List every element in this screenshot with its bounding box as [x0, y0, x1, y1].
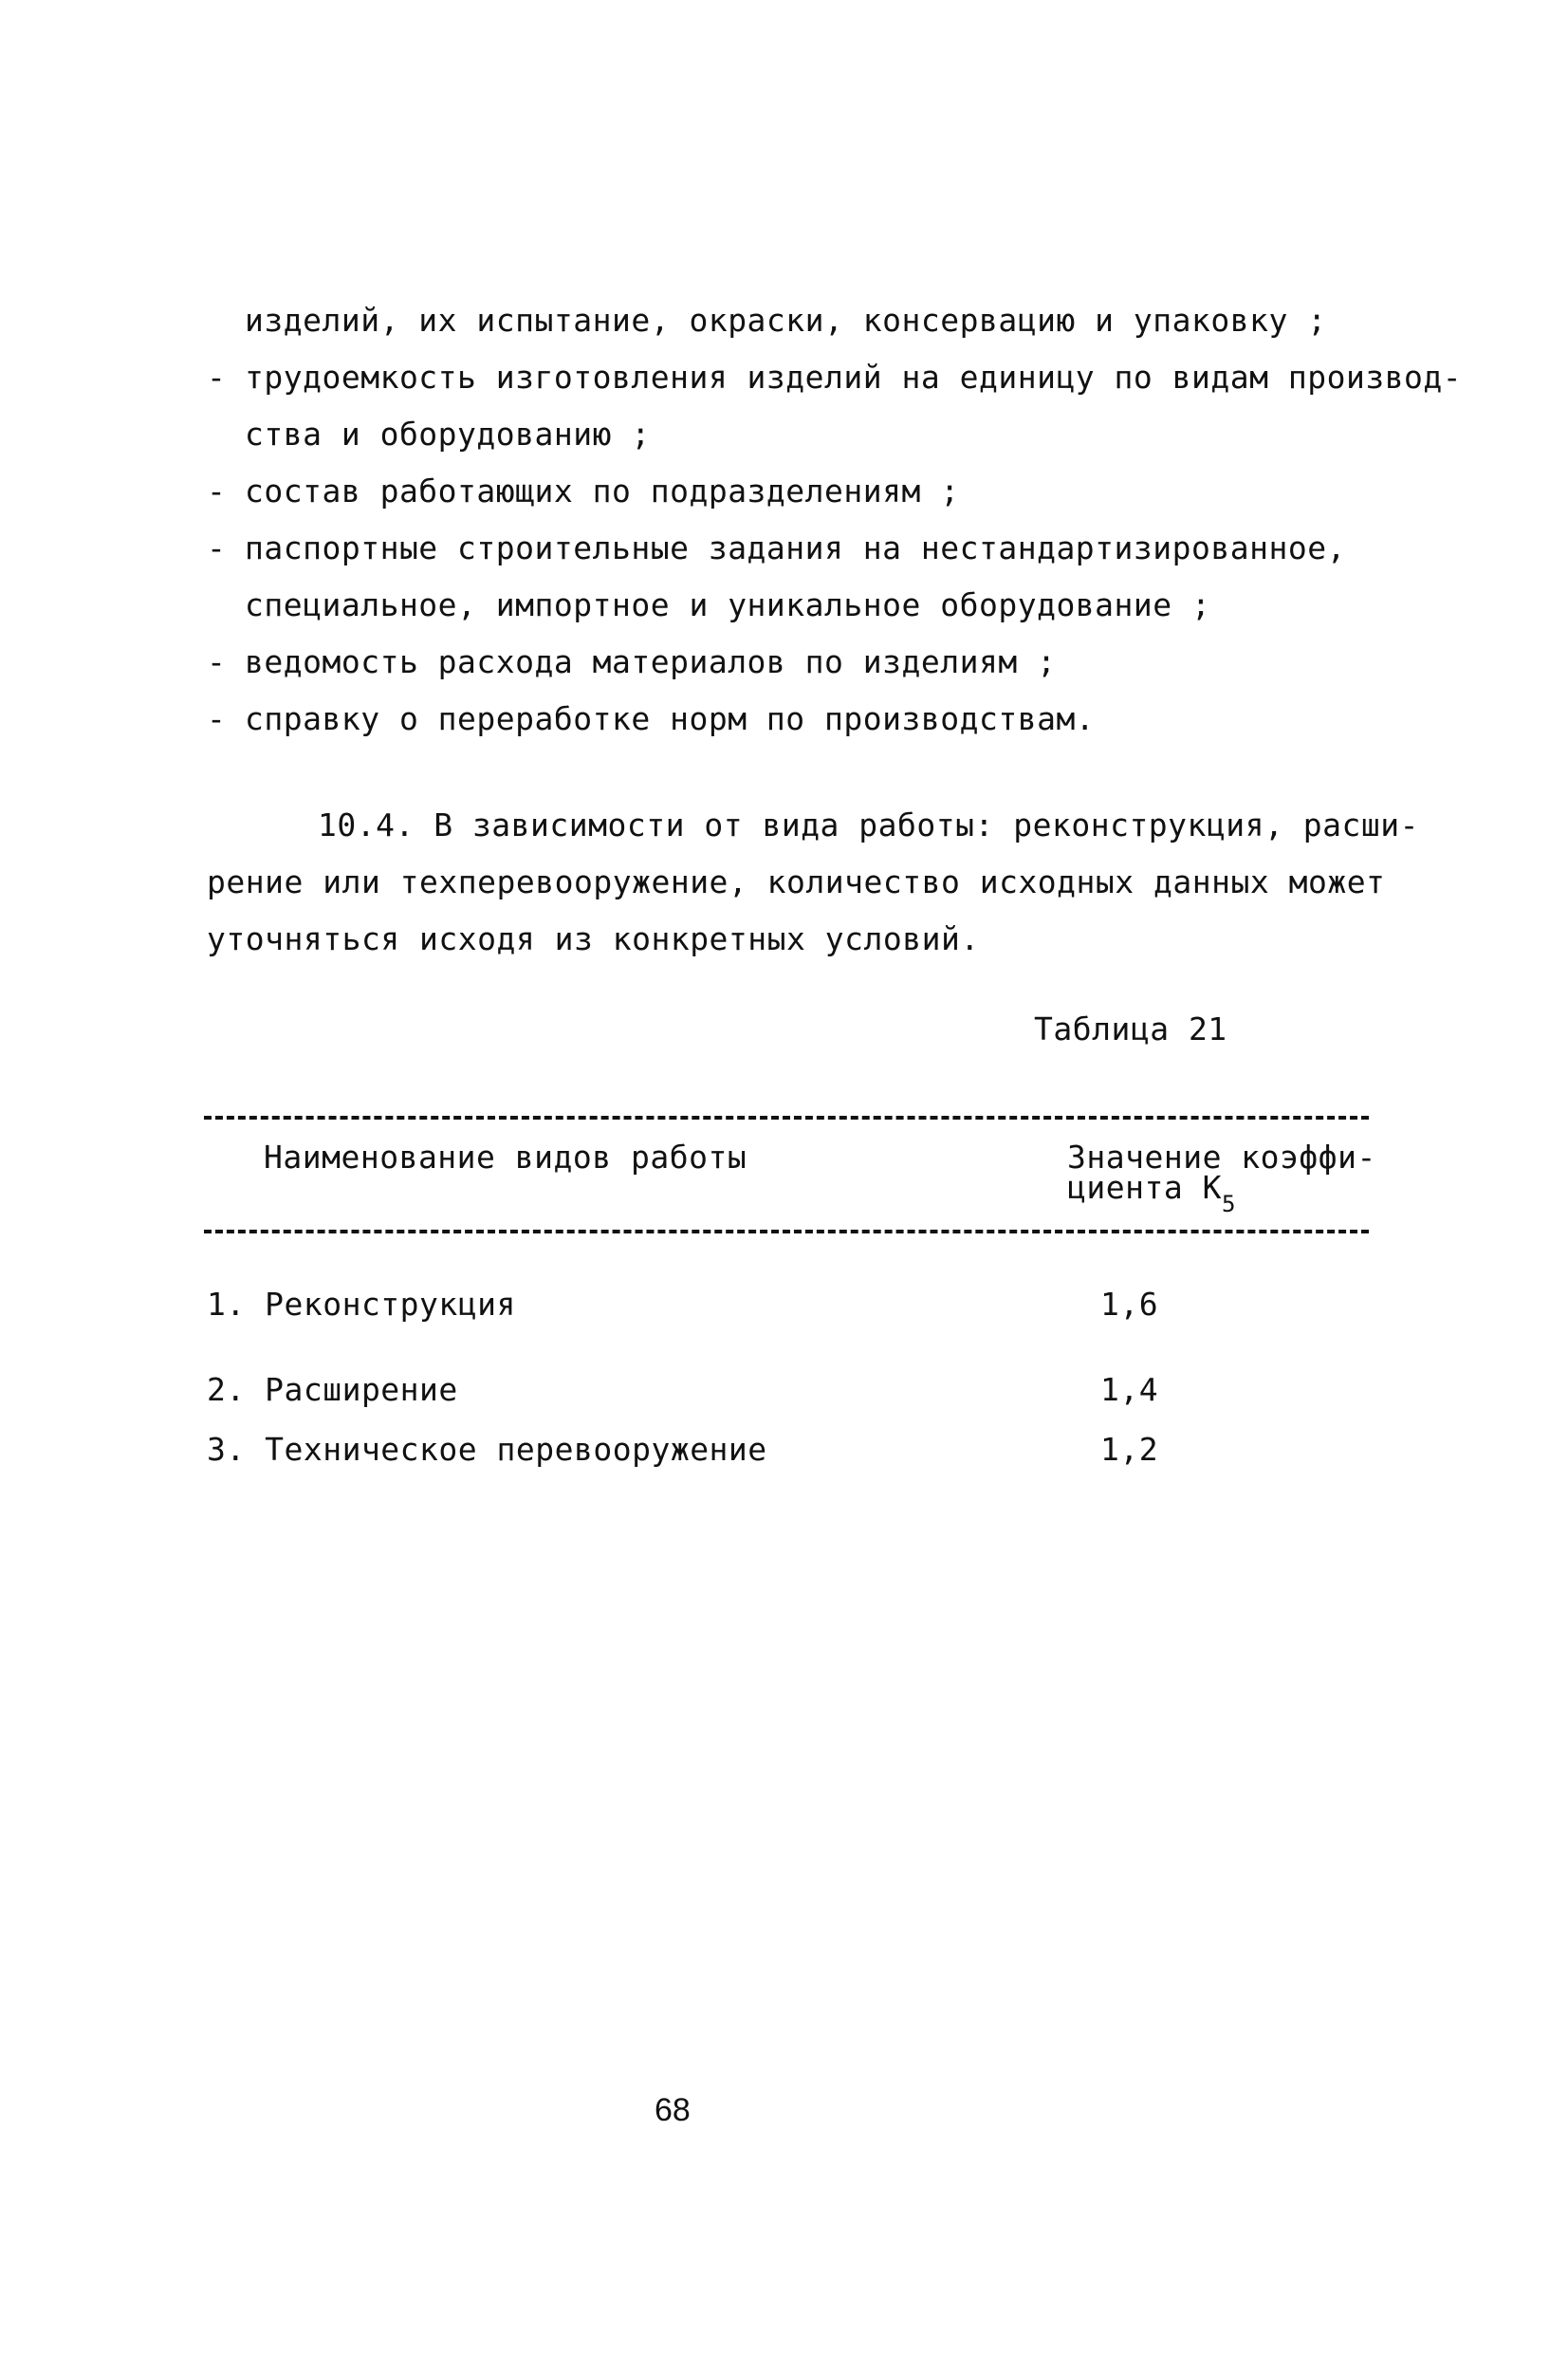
- list-item-text: ведомость расхода материалов по изделиям ;: [245, 643, 1057, 680]
- table-cell-value: 1,2: [1100, 1431, 1159, 1468]
- table-header-name: Наименование видов работы: [264, 1139, 747, 1176]
- table-header-value-label: циента К: [1067, 1169, 1222, 1206]
- table-header-rule: [204, 1230, 1369, 1233]
- table-header-value-line2: [1067, 1169, 1236, 1217]
- table-header-value-subscript: 5: [1221, 1191, 1236, 1217]
- paragraph-line: уточняться исходя из конкретных условий.: [207, 920, 980, 957]
- table-top-rule: [204, 1116, 1369, 1120]
- table-header-value-line1: Значение коэффи-: [1067, 1139, 1376, 1176]
- list-item-text: справку о переработке норм по производствам.: [245, 700, 1096, 737]
- table-cell-name: 2. Расширение: [207, 1371, 458, 1408]
- table-cell-name: 1. Реконструкция: [207, 1286, 516, 1323]
- continuation-line: изделий, их испытание, окраски, консервацию и упаковку ;: [245, 302, 1327, 339]
- list-item-text: состав работающих по подразделениям ;: [245, 473, 960, 510]
- table-cell-value: 1,6: [1100, 1286, 1159, 1323]
- table-caption: Таблица 21: [1034, 1010, 1227, 1047]
- list-dash: -: [207, 643, 226, 680]
- paragraph-line: рение или техперевооружение, количество исходных данных может: [207, 863, 1386, 900]
- list-item-text: трудоемкость изготовления изделий на единицу по видам производ-: [245, 359, 1463, 396]
- table-cell-name: 3. Техническое перевооружение: [207, 1431, 767, 1468]
- list-dash: -: [207, 700, 226, 737]
- list-item-text: паспортные строительные задания на нестандартизированное,: [245, 529, 1346, 566]
- list-item-text-continued: ства и оборудованию ;: [245, 416, 651, 453]
- table-cell-value: 1,4: [1100, 1371, 1159, 1408]
- list-dash: -: [207, 359, 226, 396]
- list-item-text-continued: специальное, импортное и уникальное оборудование ;: [245, 586, 1211, 623]
- paragraph-line: 10.4. В зависимости от вида работы: реконструкция, расши-: [318, 806, 1419, 843]
- page-number: 68: [655, 2092, 691, 2128]
- list-dash: -: [207, 529, 226, 566]
- list-dash: -: [207, 473, 226, 510]
